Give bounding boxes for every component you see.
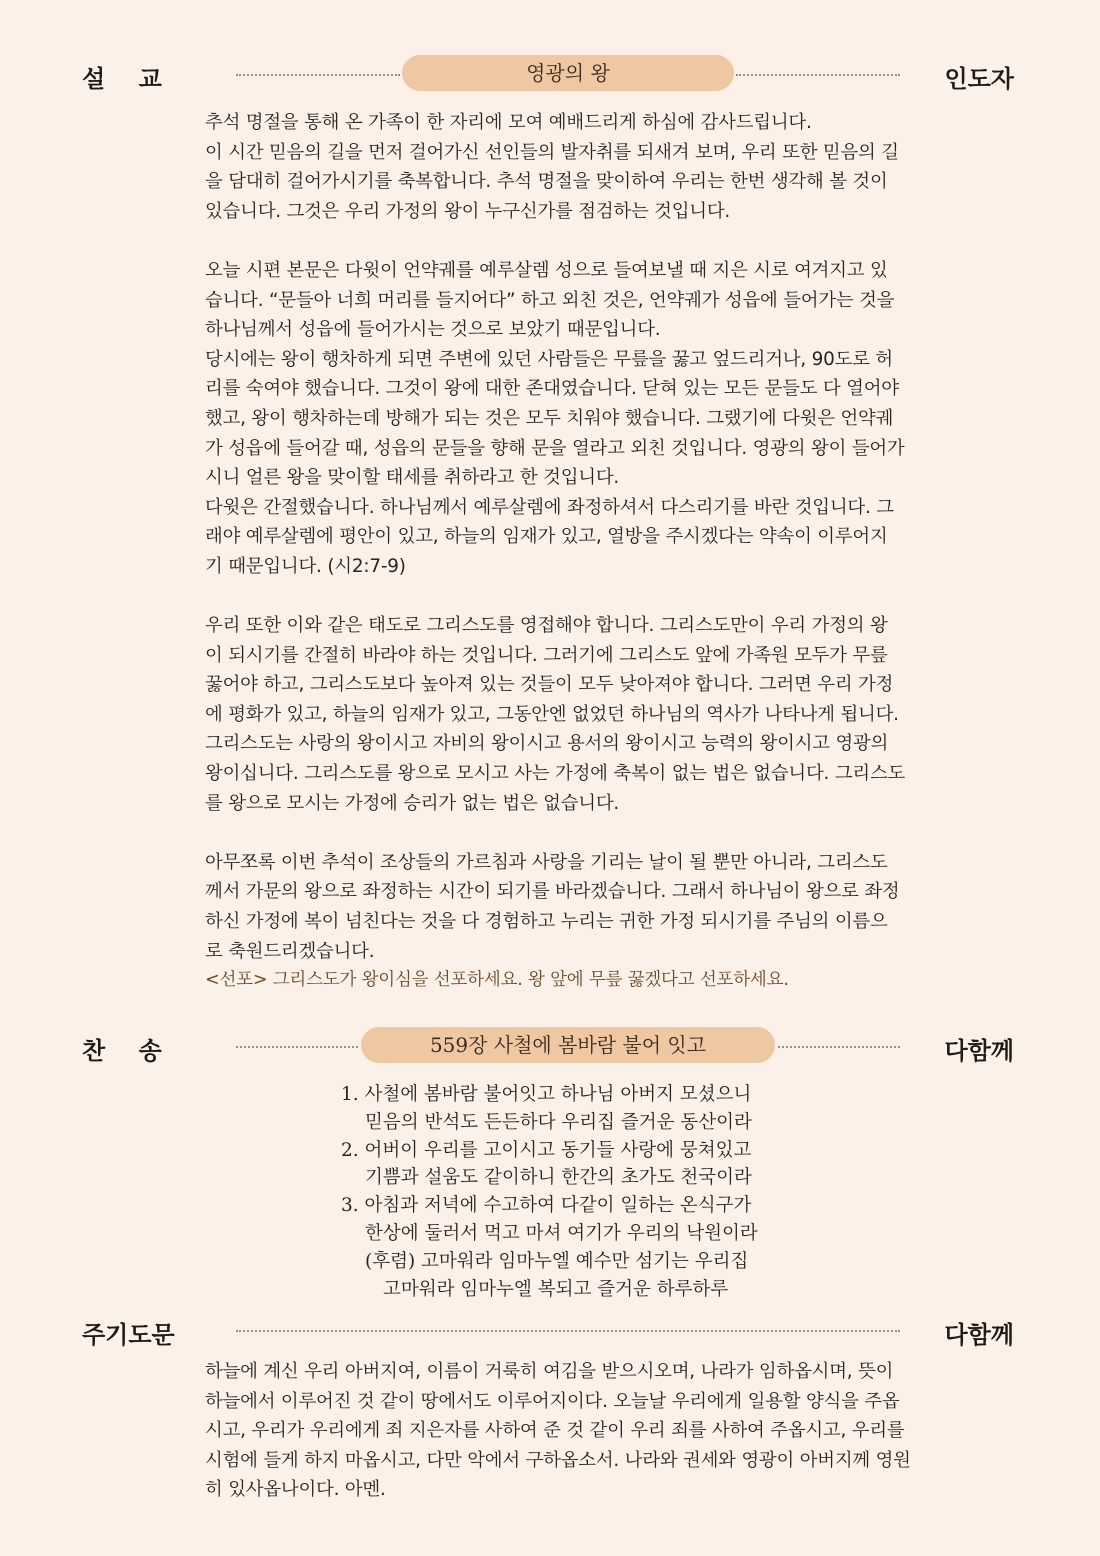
prayer-line: 하늘에 계신 우리 아버지여, 이름이 거룩히 여김을 받으시오며, 나라가 임하옵시며, 뜻이	[205, 1361, 894, 1382]
sermon-line: 래야 예루살렘에 평안이 있고, 하늘의 임재가 있고, 열방을 주시겠다는 약속이 이루어지	[205, 526, 888, 548]
hymn-line: 기쁨과 설움도 같이하니 한간의 초가도 천국이라	[365, 1167, 752, 1189]
prayer-line: 시고, 우리가 우리에게 죄 지은자를 사하여 준 것 같이 우리 죄를 사하여 주옵시고, 우리를	[205, 1420, 905, 1442]
sermon-line: 하나님께서 성읍에 들어가시는 것으로 보았기 때문입니다.	[205, 319, 661, 341]
sermon-leader: 인도자	[944, 65, 1014, 93]
prayer-header	[0, 1311, 1100, 1351]
sermon-line: 로 축원드리겠습니다.	[205, 940, 375, 962]
hymn-line: 2. 어버이 우리를 고이시고 동기들 사랑에 뭉쳐있고	[341, 1139, 752, 1161]
sermon-line: 기 때문입니다. (시2:7-9)	[205, 555, 406, 577]
sermon-line: 을 담대히 걸어가시기를 축복합니다. 추석 명절을 맞이하여 우리는 한번 생각해 볼 것이	[205, 171, 888, 193]
sermon-line: 습니다. “문들아 너희 머리를 들지어다” 하고 외친 것은, 언약궤가 성읍에 들어가는 것을	[205, 289, 895, 311]
sermon-label: 설 교	[82, 65, 162, 93]
sermon-line: 리를 숙여야 했습니다. 그것이 왕에 대한 존대였습니다. 닫혀 있는 모든 문들도 다 열어야	[205, 378, 899, 400]
hymn-lyrics	[341, 1081, 811, 1303]
sermon-header	[0, 55, 1100, 95]
sermon-line: 이 시간 믿음의 길을 먼저 걸어가신 선인들의 발자취를 되새겨 보며, 우리 또한 믿음의 길	[205, 141, 899, 163]
hymn-line: 한상에 둘러서 먹고 마셔 여기가 우리의 낙원이라	[365, 1222, 758, 1244]
sermon-line: 했고, 왕이 행차하는데 방해가 되는 것은 모두 치워야 했습니다. 그랬기에 다윗은 언약궤	[205, 407, 894, 429]
sermon-line: 께서 가문의 왕으로 좌정하는 시간이 되기를 바라겠습니다. 그래서 하나님이 왕으로 좌정	[205, 881, 900, 903]
prayer-line: 히 있사옵나이다. 아멘.	[205, 1479, 386, 1501]
sermon-line: 있습니다. 그것은 우리 가정의 왕이 누구신가를 점검하는 것입니다.	[205, 200, 731, 222]
proclamation: <선포> 그리스도가 왕이심을 선포하세요. 왕 앞에 무릎 꿇겠다고 선포하세요.	[205, 970, 789, 991]
sermon-line: 시니 얼른 왕을 맞이할 태세를 취하라고 한 것입니다.	[205, 467, 620, 489]
prayer-line: 시험에 들게 하지 마옵시고, 다만 악에서 구하옵소서. 나라와 권세와 영광이 아버지께 영원	[205, 1449, 911, 1471]
prayer-line: 하늘에서 이루어진 것 같이 땅에서도 이루어지이다. 오늘날 우리에게 일용할 양식을 주옵	[205, 1390, 900, 1412]
hymn-leader: 다함께	[944, 1037, 1014, 1065]
sermon-line: 아무쪼록 이번 추석이 조상들의 가르침과 사랑을 기리는 날이 될 뿐만 아니라, 그리스도	[205, 851, 888, 873]
dotted-leader-right	[778, 1046, 900, 1048]
hymn-chorus-line: (후렴) 고마워라 임마누엘 예수만 섬기는 우리집	[365, 1250, 749, 1272]
sermon-line: 에 평화가 있고, 하늘의 임재가 있고, 그동안엔 없었던 하나님의 역사가 나타나게 됩니다.	[205, 703, 899, 725]
sermon-line: 꿇어야 하고, 그리스도보다 높아져 있는 것들이 모두 낮아져야 합니다. 그러면 우리 가정	[205, 674, 894, 696]
sermon-line: 다윗은 간절했습니다. 하나님께서 예루살렘에 좌정하셔서 다스리기를 바란 것입니다. 그	[205, 496, 894, 518]
sermon-line: 오늘 시편 본문은 다윗이 언약궤를 예루살렘 성으로 들여보낼 때 지은 시로 여겨지고 있	[205, 259, 888, 281]
prayer-leader: 다함께	[944, 1321, 1014, 1349]
hymn-header	[0, 1027, 1100, 1067]
sermon-line: 를 왕으로 모시는 가정에 승리가 없는 법은 없습니다.	[205, 792, 620, 814]
hymn-line: 3. 아침과 저녁에 수고하여 다같이 일하는 온식구가	[341, 1195, 752, 1217]
sermon-line: 당시에는 왕이 행차하게 되면 주변에 있던 사람들은 무릎을 꿇고 엎드리거나, 90도로 허	[205, 348, 893, 370]
hymn-line: 믿음의 반석도 든든하다 우리집 즐거운 동산이라	[365, 1111, 752, 1133]
sermon-line: 하신 가정에 복이 넘친다는 것을 다 경험하고 누리는 귀한 가정 되시기를 주님의 이름으	[205, 911, 888, 933]
dotted-leader-right	[736, 74, 900, 76]
sermon-title: 영광의 왕	[402, 55, 734, 91]
prayer-body	[205, 1357, 935, 1505]
hymn-chorus-line: 고마워라 임마누엘 복되고 즐거운 하루하루	[383, 1278, 729, 1300]
dotted-leader	[236, 1330, 900, 1332]
hymn-title: 559장 사철에 봄바람 불어 잇고	[361, 1027, 775, 1063]
sermon-line: 가 성읍에 들어갈 때, 성읍의 문들을 향해 문을 열라고 외친 것입니다. 영광의 왕이 들어가	[205, 437, 905, 459]
dotted-leader-left	[236, 1046, 358, 1048]
hymn-label: 찬 송	[82, 1037, 162, 1065]
sermon-line: 그리스도는 사랑의 왕이시고 자비의 왕이시고 용서의 왕이시고 능력의 왕이시고 영광의	[205, 733, 889, 755]
dotted-leader-left	[236, 74, 400, 76]
sermon-line: 추석 명절을 통해 온 가족이 한 자리에 모여 예배드리게 하심에 감사드립니다.	[205, 112, 812, 133]
sermon-line: 이 되시기를 간절히 바라야 하는 것입니다. 그러기에 그리스도 앞에 가족원 모두가 무릎	[205, 644, 888, 666]
prayer-label: 주기도문	[82, 1321, 175, 1349]
sermon-body	[205, 108, 935, 996]
hymn-line: 1. 사철에 봄바람 불어잇고 하나님 아버지 모셨으니	[341, 1084, 752, 1105]
sermon-line: 우리 또한 이와 같은 태도로 그리스도를 영접해야 합니다. 그리스도만이 우리 가정의 왕	[205, 615, 888, 637]
sermon-line: 왕이십니다. 그리스도를 왕으로 모시고 사는 가정에 축복이 없는 법은 없습니다. 그리스도	[205, 763, 906, 785]
